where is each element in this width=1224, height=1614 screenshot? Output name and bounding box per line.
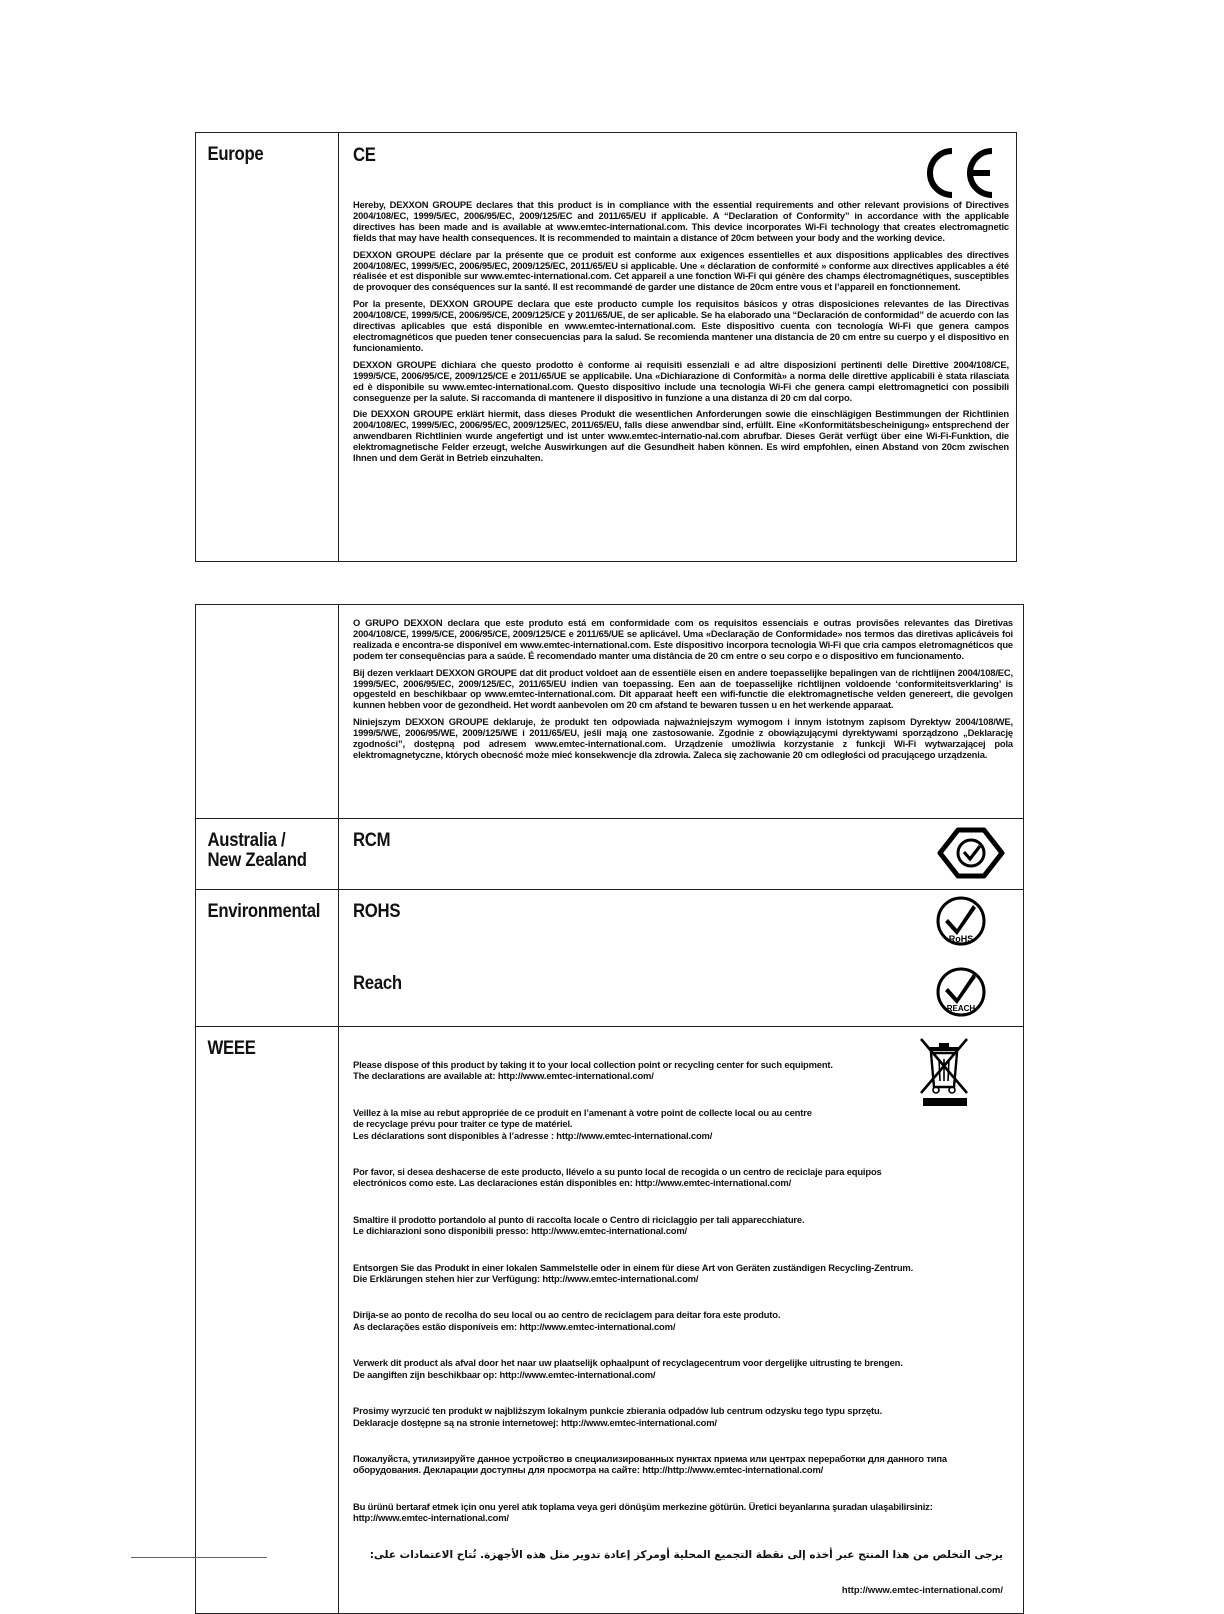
weee-ru: Пожалуйста, утилизируйте данное устройство в специализированных пунктах приема или центрах переработки для данного типа оборудования. Декларации доступны для просмотра на сайте: http://http://www.emtec-international.com/ [353,1452,947,1476]
ce-mark-icon [918,145,998,201]
declaration-pt: O GRUPO DEXXON declara que este produto está em conformidade com os requisitos essenciais e outras provisões relevantes das Diretivas 2004/108/CE, 1999/5/CE, 2006/95/CE, 2009/125/CE e 2011/65/UE se aplicável. Uma «Declaração de Conformidade» nos termos das diretivas aplicáveis foi realizada e encontra-se disponível em www.emtec-international.com. Este dispositivo incorpora tecnologia Wi-Fi que cria campos eletromagnéticos que podem ter consequências para a saúde. É recomendado manter uma distância de 20 cm entre o seu corpo e o dispositivo em funcionamento. [353,617,1013,661]
section-title-rohs: ROHS [353,901,401,922]
section-title-reach: Reach [353,973,402,994]
section-title-ce: CE [353,145,376,166]
region-label-australia: Australia / New Zealand [207,830,307,871]
weee-ar-url: http://www.emtec-international.com/ [841,1583,1003,1595]
region-cell-europe [196,133,339,562]
weee-tr: Bu ürünü bertaraf etmek için onu yerel atık toplama veya geri dönüşüm merkezine götürün. Üretici beyanlarına şuradan ulaşabilirsiniz: http://www.emtec-international.com/ [353,1500,933,1524]
region-label-europe: Europe [207,144,264,165]
section-title-rcm: RCM [353,830,391,851]
declaration-it: DEXXON GROUPE dichiara che questo prodotto è conforme ai requisiti essenziali e ad altre disposizioni pertinenti delle Direttive 2004/108/CE, 1999/5/CE, 2006/95/CE, 2009/125/CE e 2011/65/UE se applicabile. Una «Dichiarazione di Conformità» a norma delle direttive applicabili è stata rilasciata ed è disponibile su www.emtec-international.com. Questo dispositivo include una tecnologia Wi-Fi che genera campi elettromagnetici con possibili conseguenze per la salute. Si raccomanda di mantenere il dispositivo in funzione a una distanza di 20 cm dal corpo. [353,358,1009,403]
weee-pl: Prosimy wyrzucić ten produkt w najbliższym lokalnym punkcie zbierania odpadów lub centrum odzysku tego typu sprzętu. Deklaracje dostępne są na stronie internetowej: http://www.emtec-international.com/ [353,1405,883,1428]
declaration-en: Hereby, DEXXON GROUPE declares that this product is in compliance with the essential requirements and other relevant provisions of Directives 2004/108/EC, 1999/5/EC, 2006/95/EC, 2009/125/EC and 2011/65/EU if applicable. A “Declaration of Conformity” in accordance with the applicable directives has been made and is available at www.emtec-international.com. This device incorporates Wi-Fi technology that creates electromagnetic fields that may have health consequences. It is recommended to maintain a distance of 20cm between your body and the working device. [353,199,1009,243]
crossed-bin-icon [917,1035,973,1107]
weee-en: Please dispose of this product by taking it to your local collection point or recycling center for such equipment. The declarations are available at: http://www.emtec-international.com/ [353,1059,833,1082]
region-cell-empty [196,605,339,819]
declaration-nl: Bij dezen verklaart DEXXON GROUPE dat dit product voldoet aan de essentiële eisen en andere toepasselijke bepalingen van de richtlijnen 2004/108/EC, 1999/5/EC, 2006/95/EC, 2009/125/EC, 2011/65/EU indien van toepassing. Een aan de toepasselijke richtlijnen voldoende ‘conformiteitsverklaring’ is opgesteld en beschikbaar op www.emtec-international.com. Dit apparaat heeft een wifi-functie die elektromagnetische velden genereert, die gevolgen kunnen hebben voor de gezondheid. Het wordt aanbevolen om 20 cm afstand te bewaren tussen u en het werkende apparaat. [353,666,1013,711]
rohs-badge-text: RoHS [948,934,974,944]
declaration-de: Die DEXXON GROUPE erklärt hiermit, dass dieses Produkt die wesentlichen Anforderungen sowie die einschlägigen Bestimmungen der Richtlinien 2004/108/EC, 1999/5/EC, 2006/95/EC, 2009/125/EC, 2011/65/EU, falls diese anwendbar sind, erfüllt. Eine «Konformitätsbescheinigung» entsprechend der anwendbaren Richtlinien wurde angefertigt und ist unter www.emtec-internatio-nal.com abrufbar. Dieses Gerät verfügt über eine Wi-Fi-Funktion, die elektromagnetische Felder erzeugt, welche Auswirkungen auf die Gesundheit haben können. Es wird empfohlen, einen Abstand von 20cm zwischen Ihnen und dem Gerät in Betrieb einzuhalten. [353,408,1009,464]
weee-es: Por favor, si desea deshacerse de este producto, llévelo a su punto local de recogida o un centro de reciclaje para equipos electrónicos como este. Las declaraciones están disponibles en: http://www.emtec-international.com/ [353,1166,882,1189]
weee-de: Entsorgen Sie das Produkt in einer lokalen Sammelstelle oder in einem für diese Art von Geräten zuständigen Recycling-Zentrum. Die Erklärungen stehen hier zur Verfügung: http://www.emtec-international.com/ [353,1261,914,1285]
declaration-fr: DEXXON GROUPE déclare par la présente que ce produit est conforme aux exigences essentielles et aux dispositions applicables des directives 2004/108/EC, 1999/5/EC, 2006/95/EC, 2009/125/EC, 2011/65/EU si applicable. Une « déclaration de conformité » conforme aux directives applicables a été réalisée et est disponible sur www.emtec-international.com. Cet appareil a une fonction Wi-Fi qui génère des champs électromagnétiques, susceptibles de provoquer des conséquences sur la santé. Il est recommandé de garder une distance de 20cm entre vous et l’appareil en fonctionnement. [353,248,1009,293]
content-cell-rcm [339,819,1024,890]
weee-ar: يرجى التخلص من هذا المنتج عبر أخذه إلى نقطة التجميع المحلية أومركز إعادة تدوير مثل هذه الأجهزة. تُتاح الاعتمادات على: [369,1548,1003,1561]
weee-fr: Veillez à la mise au rebut appropriée de ce produit en l’amenant à votre point de collecte local ou au centre de recyclage prévu pour traiter ce type de matériel. Les déclarations sont disponibles à l’adresse : http://www.emtec-international.com/ [353,1106,812,1141]
region-label-weee: WEEE [207,1038,256,1059]
declaration-es: Por la presente, DEXXON GROUPE declara que este producto cumple los requisitos básicos y otras disposiciones relevantes de las Directivas 2004/108/CE, 1999/5/CE, 2006/95/CE, 2009/125/CE y 2011/65/UE, de ser aplicable. Se ha elaborado una “Declaración de conformidad” de acuerdo con las directivas aplicables que está disponible en www.emtec-international.com. Este dispositivo cuenta con tecnología Wi-Fi que genera campos electromagnéticos que pueden tener consecuencias para la salud. Se recomienda mantener una distancia de 20 cm entre su cuerpo y el dispositivo en funcionamiento. [353,298,1009,353]
region-cell-environmental [196,890,339,1027]
content-cell-environmental [339,890,1024,1027]
reach-badge-text: REACH [946,1004,976,1013]
content-cell-europe-cont [339,605,1024,819]
compliance-table [195,604,1024,1614]
content-cell-europe [339,133,1017,562]
weee-it: Smaltire il prodotto portandolo al punto di raccolta locale o Centro di riciclaggio per tali apparecchiature. Le dichiarazioni sono disponibili presso: http://www.emtec-international.com/ [353,1213,805,1237]
region-cell-weee [196,1027,339,1614]
rcm-mark-icon [936,827,1006,879]
rohs-badge-icon [935,895,987,947]
declaration-pl: Niniejszym DEXXON GROUPE deklaruje, że produkt ten odpowiada najważniejszym wymogom i innym istotnym zapisom Dyrektyw 2004/108/WE, 1999/5/WE, 2006/95/WE, 2009/125/WE i 2011/65/EU, jeśli mają one zastosowanie. Zgodnie z obowiązującymi dyrektywami sporządzono „Deklarację zgodności”, dostępną pod adresem www.emtec-international.com. Urządzenie umożliwia korzystanie z funkcji Wi-Fi wytwarzającej pola elektromagnetyczne, których obecność może mieć konsekwencje dla zdrowia. Zaleca się zachowanie 20 cm odległości od pracującego urządzenia. [353,716,1013,760]
region-cell-australia [196,819,339,890]
weee-nl: Verwerk dit product als afval door het naar uw plaatselijk ophaalpunt of recyclagecentrum voor dergelijke uitrusting te brengen. De aangiften zijn beschikbaar op: http://www.emtec-international.com/ [353,1357,903,1380]
footnote-separator [131,1557,267,1558]
weee-pt: Dirija-se ao ponto de recolha do seu local ou ao centro de reciclagem para deitar fora este produto. As declarações estão disponíveis em: http://www.emtec-international.com/ [353,1309,781,1332]
region-label-environmental: Environmental [207,901,321,922]
reach-badge-icon [935,966,987,1018]
content-cell-weee [339,1027,1024,1614]
europe-table [195,132,1017,562]
